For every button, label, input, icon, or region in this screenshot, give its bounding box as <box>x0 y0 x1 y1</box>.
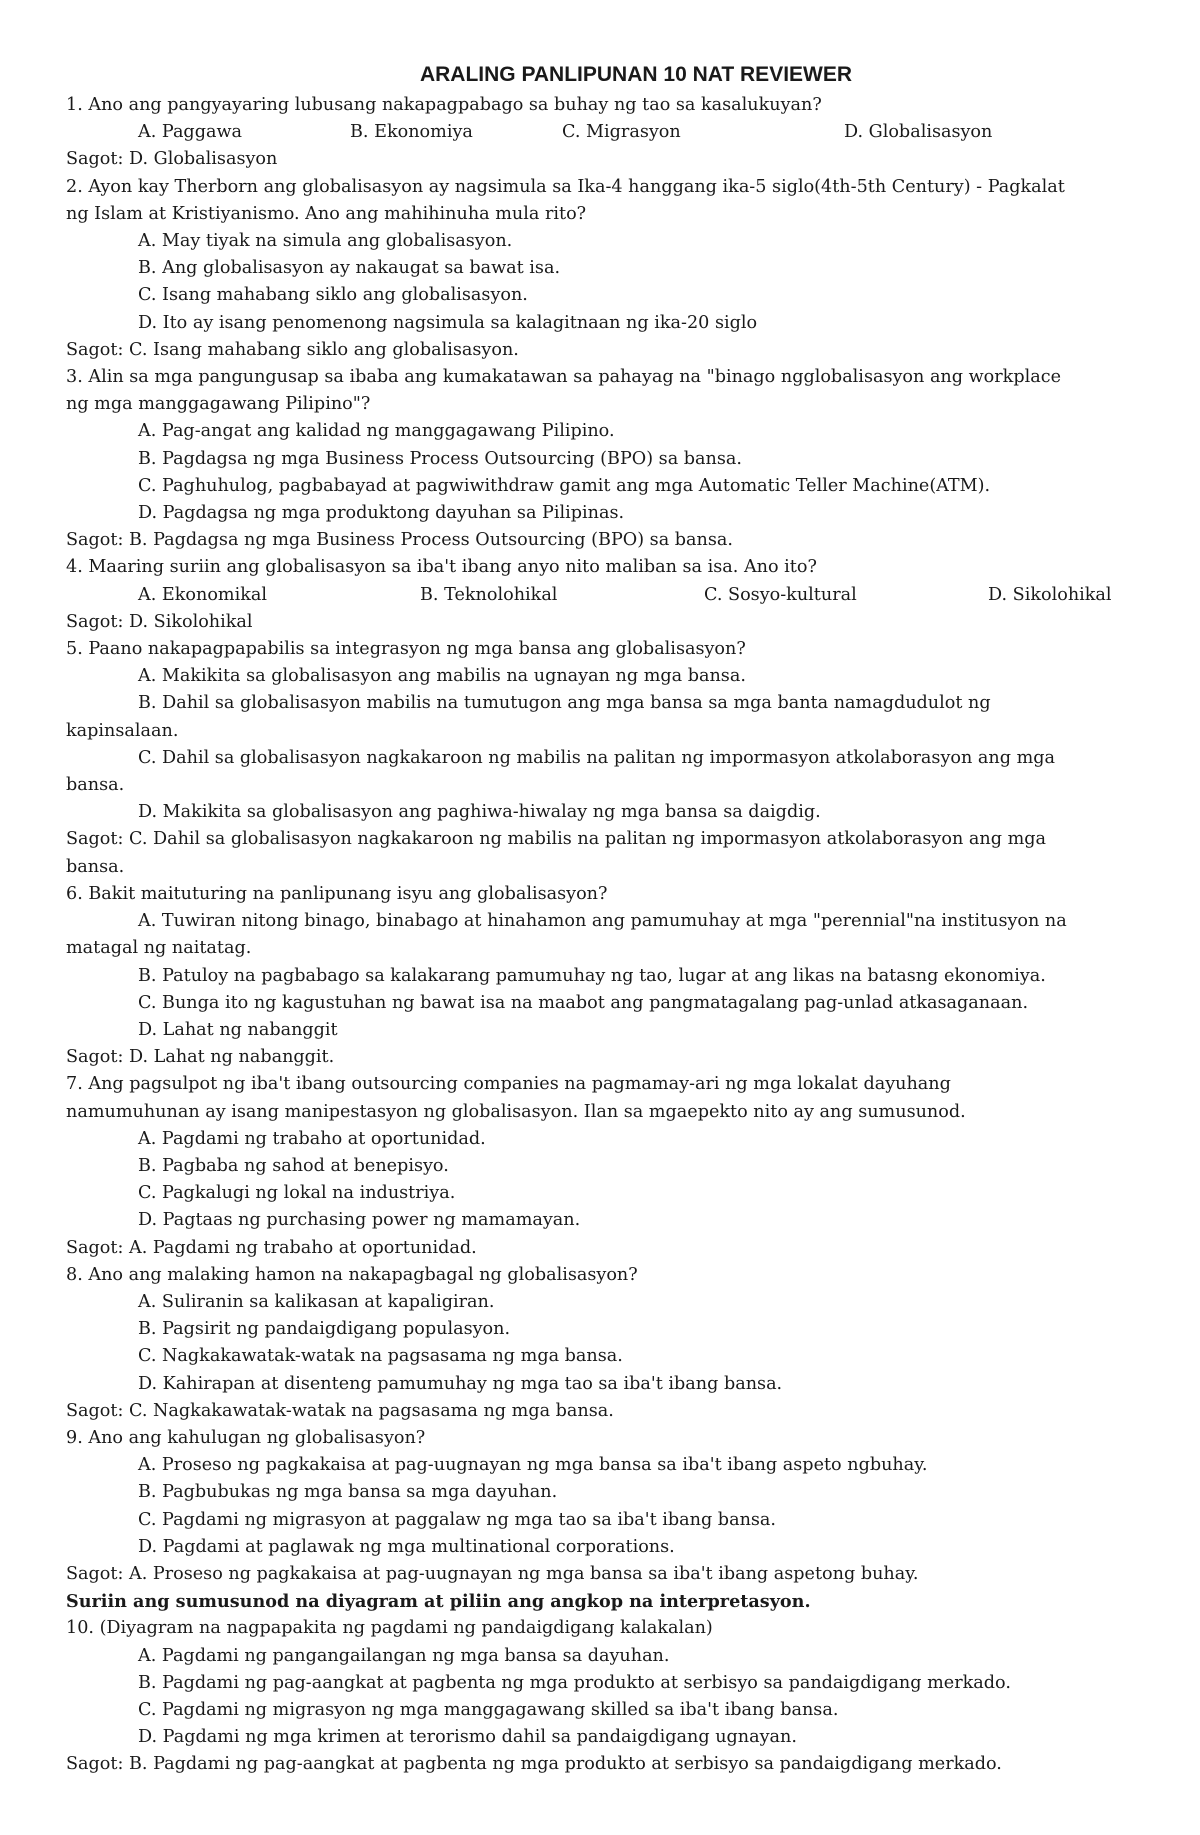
q8-option-a: A. Suliranin sa kalikasan at kapaligiran. <box>138 1291 495 1312</box>
q8-option-c: C. Nagkakawatak-watak na pagsasama ng mga bansa. <box>138 1346 623 1367</box>
q7-option-b: B. Pagbaba ng sahod at benepisyo. <box>138 1155 449 1176</box>
q6-option-d: D. Lahat ng nabanggit <box>138 1019 338 1040</box>
q1-options <box>66 119 1146 146</box>
answer-5-line-2: bansa. <box>66 856 125 877</box>
reviewer-document <box>66 60 1146 1779</box>
q6-option-a-line-1: A. Tuwiran nitong binago, binabago at hinahamon ang pamumuhay at mga "perennial"na institusyon na <box>138 911 1067 932</box>
q4-option-b: B. Teknolohikal <box>420 584 558 605</box>
q3-option-d: D. Pagdagsa ng mga produktong dayuhan sa Pilipinas. <box>138 503 625 524</box>
q9-option-c: C. Pagdami ng migrasyon at paggalaw ng mga tao sa iba't ibang bansa. <box>138 1509 777 1530</box>
q5-option-c-line-1: C. Dahil sa globalisasyon nagkakaroon ng mabilis na palitan ng impormasyon atkolaborasyon ang mga <box>138 747 1056 768</box>
q6-option-c: C. Bunga ito ng kagustuhan ng bawat isa na maabot ang pangmatagalang pag-unlad atkasaganaan. <box>138 992 1029 1013</box>
q10-option-a: A. Pagdami ng pangangailangan ng mga bansa sa dayuhan. <box>138 1645 670 1666</box>
q6-option-a-line-2: matagal ng naitatag. <box>66 938 252 959</box>
answer-8: Sagot: C. Nagkakawatak-watak na pagsasama ng mga bansa. <box>66 1400 614 1421</box>
q1-option-c: C. Migrasyon <box>562 122 681 143</box>
q10-option-b: B. Pagdami ng pag-aangkat at pagbenta ng mga produkto at serbisyo sa pandaigdigang merkado. <box>138 1672 1011 1693</box>
q1-option-a: A. Paggawa <box>138 122 242 143</box>
section-heading: Suriin ang sumusunod na diyagram at piliin ang angkop na interpretasyon. <box>66 1591 811 1613</box>
answer-2: Sagot: C. Isang mahabang siklo ang globalisasyon. <box>66 339 519 360</box>
q5-option-b-line-1: B. Dahil sa globalisasyon mabilis na tumutugon ang mga bansa sa mga banta namagdudulot ng <box>138 693 991 714</box>
q10-option-c: C. Pagdami ng migrasyon ng mga manggagawang skilled sa iba't ibang bansa. <box>138 1699 839 1720</box>
answer-4: Sagot: D. Sikolohikal <box>66 611 253 632</box>
q5-option-a: A. Makikita sa globalisasyon ang mabilis na ugnayan ng mga bansa. <box>138 666 746 687</box>
q5-option-c-line-2: bansa. <box>66 775 125 796</box>
question-10: 10. (Diyagram na nagpapakita ng pagdami ng pandaigdigang kalakalan) <box>66 1618 713 1639</box>
answer-1: Sagot: D. Globalisasyon <box>66 149 278 170</box>
answer-7: Sagot: A. Pagdami ng trabaho at oportunidad. <box>66 1237 477 1258</box>
question-1: 1. Ano ang pangyayaring lubusang nakapagpabago sa buhay ng tao sa kasalukuyan? <box>66 95 822 115</box>
q2-option-d: D. Ito ay isang penomenong nagsimula sa kalagitnaan ng ika-20 siglo <box>138 312 758 333</box>
question-3-line-2: ng mga manggagawang Pilipino"? <box>66 394 371 415</box>
question-7-line-1: 7. Ang pagsulpot ng iba't ibang outsourcing companies na pagmamay-ari ng mga lokalat dayuhang <box>66 1074 951 1095</box>
answer-5-line-1: Sagot: C. Dahil sa globalisasyon nagkakaroon ng mabilis na palitan ng impormasyon atkolaborasyon ang mga <box>66 829 1047 850</box>
q9-option-a: A. Proseso ng pagkakaisa at pag-uugnayan ng mga bansa sa iba't ibang aspeto ngbuhay. <box>138 1455 928 1476</box>
question-9: 9. Ano ang kahulugan ng globalisasyon? <box>66 1427 426 1448</box>
q8-option-b: B. Pagsirit ng pandaigdigang populasyon. <box>138 1319 511 1340</box>
document-title: ARALING PANLIPUNAN 10 NAT REVIEWER <box>419 63 853 86</box>
q7-option-c: C. Pagkalugi ng lokal na industriya. <box>138 1183 456 1204</box>
q4-option-a: A. Ekonomikal <box>138 584 267 605</box>
answer-6: Sagot: D. Lahat ng nabanggit. <box>66 1047 335 1068</box>
question-2-line-2: ng Islam at Kristiyanismo. Ano ang mahihinuha mula rito? <box>66 203 587 224</box>
question-3-line-1: 3. Alin sa mga pangungusap sa ibaba ang kumakatawan sa pahayag na "binago ngglobalisasyon ang workplace <box>66 367 1061 388</box>
q10-option-d: D. Pagdami ng mga krimen at terorismo dahil sa pandaigdigang ugnayan. <box>138 1727 797 1748</box>
q9-option-d: D. Pagdami at paglawak ng mga multinational corporations. <box>138 1536 675 1557</box>
question-2-line-1: 2. Ayon kay Therborn ang globalisasyon ay nagsimula sa Ika-4 hanggang ika-5 siglo(4th-5th Century) - Pagkalat <box>66 176 1065 197</box>
q2-option-b: B. Ang globalisasyon ay nakaugat sa bawat isa. <box>138 258 561 279</box>
q9-option-b: B. Pagbubukas ng mga bansa sa mga dayuhan. <box>138 1482 558 1503</box>
q4-option-d: D. Sikolohikal <box>988 584 1112 605</box>
q6-option-b: B. Patuloy na pagbabago sa kalakarang pamumuhay ng tao, lugar at ang likas na batasng ekonomiya. <box>138 965 1046 986</box>
q1-option-b: B. Ekonomiya <box>350 122 473 143</box>
q4-options <box>66 582 1146 609</box>
q5-option-d: D. Makikita sa globalisasyon ang paghiwa-hiwalay ng mga bansa sa daigdig. <box>138 802 821 823</box>
answer-9: Sagot: A. Proseso ng pagkakaisa at pag-uugnayan ng mga bansa sa iba't ibang aspetong buhay. <box>66 1563 919 1584</box>
question-4: 4. Maaring suriin ang globalisasyon sa iba't ibang anyo nito maliban sa isa. Ano ito? <box>66 557 817 578</box>
q5-option-b-line-2: kapinsalaan. <box>66 720 179 741</box>
q7-option-d: D. Pagtaas ng purchasing power ng mamamayan. <box>138 1210 581 1231</box>
q2-option-a: A. May tiyak na simula ang globalisasyon. <box>138 231 513 252</box>
q8-option-d: D. Kahirapan at disenteng pamumuhay ng mga tao sa iba't ibang bansa. <box>138 1373 783 1394</box>
q3-option-b: B. Pagdagsa ng mga Business Process Outsourcing (BPO) sa bansa. <box>138 448 742 469</box>
question-5: 5. Paano nakapagpapabilis sa integrasyon ng mga bansa ang globalisasyon? <box>66 639 746 660</box>
question-6: 6. Bakit maituturing na panlipunang isyu ang globalisasyon? <box>66 883 608 904</box>
question-8: 8. Ano ang malaking hamon na nakapagbagal ng globalisasyon? <box>66 1264 638 1285</box>
q7-option-a: A. Pagdami ng trabaho at oportunidad. <box>138 1128 486 1149</box>
q3-option-a: A. Pag-angat ang kalidad ng manggagawang Pilipino. <box>138 421 615 442</box>
answer-10: Sagot: B. Pagdami ng pag-aangkat at pagbenta ng mga produkto at serbisyo sa pandaigdigang merkado. <box>66 1754 1002 1775</box>
answer-3: Sagot: B. Pagdagsa ng mga Business Process Outsourcing (BPO) sa bansa. <box>66 530 733 551</box>
q3-option-c: C. Paghuhulog, pagbabayad at pagwiwithdraw gamit ang mga Automatic Teller Machine(ATM). <box>138 475 991 496</box>
q1-option-d: D. Globalisasyon <box>844 122 993 143</box>
question-7-line-2: namumuhunan ay isang manipestasyon ng globalisasyon. Ilan sa mgaepekto nito ay ang sumusunod. <box>66 1101 966 1122</box>
q2-option-c: C. Isang mahabang siklo ang globalisasyon. <box>138 285 528 306</box>
q4-option-c: C. Sosyo-kultural <box>704 584 857 605</box>
